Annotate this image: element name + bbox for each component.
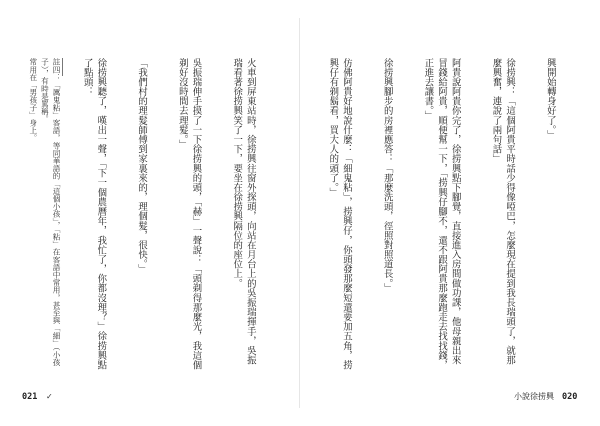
running-head: 小說徐捞興 [514,392,554,401]
paragraph: 阿貴說阿貴你完了，徐捞興點下腳覺，直接進入房間做功課，他母親出來冒錢給阿貴，順便幫一下，「捞興仔腳不，還不跟阿貴那麼跑走去找找錢，正進去讓書。」 [422,58,461,370]
page-number-right: 020 [562,392,578,402]
paragraph: 徐捞興：「這個阿貴平時話少得像啞巴，怎麼現在提到我長瑞頭了，就那麼興奮，連說了兩句話」 [490,58,516,365]
page-right [300,0,600,426]
body-text-right [318,58,584,374]
body-text-left [70,58,284,374]
paragraph: 興開始轉身好了。」 [544,58,556,140]
paragraph: 吳振瑞伸手摸了一下徐捞興的頭，「赫」一聲說：「頭剃得那麼光，我這個剃好沒時間去理髮。」 [176,58,202,370]
footnote: 註四：「厲鬼粘」客語，等同華語的「這個小孩」，「粘」在客語中常用，甚至與「細」（小孩子），有時是罵稱。 常用在「男孩子」身上。 [28,58,61,366]
paragraph: 徐捞興聽了，嘆出一聲，「下一個農曆年，我忙了，你都沒理？」徐捞興點了點頭： [81,58,107,370]
page-mark: ✓ [46,392,53,401]
page-number-left: 021 [22,392,38,402]
paragraph: 徐捞興腳步的房裡應答：「那麼洗頭，徑照對照道長。」 [381,58,393,294]
paragraph: 「我們村的理髮師傅到家裏來的，理個髮，很快。」 [136,58,148,274]
paragraph: 仿佛阿貴好地說什麼：「細鬼粘」，捞興仔，你頭發那麼短還要加五角，捞興仔有剃鬍看，買大人的頭了。」 [327,58,352,370]
paragraph: 火車到屏東站時，徐捞興往窗外探頭，向站在月台上的吳振瑞揮手，吳振瑞看著徐捞興笑了一下，要坐在徐捞興隔位的座位上。 [231,58,256,365]
footnote-rule [62,58,63,76]
